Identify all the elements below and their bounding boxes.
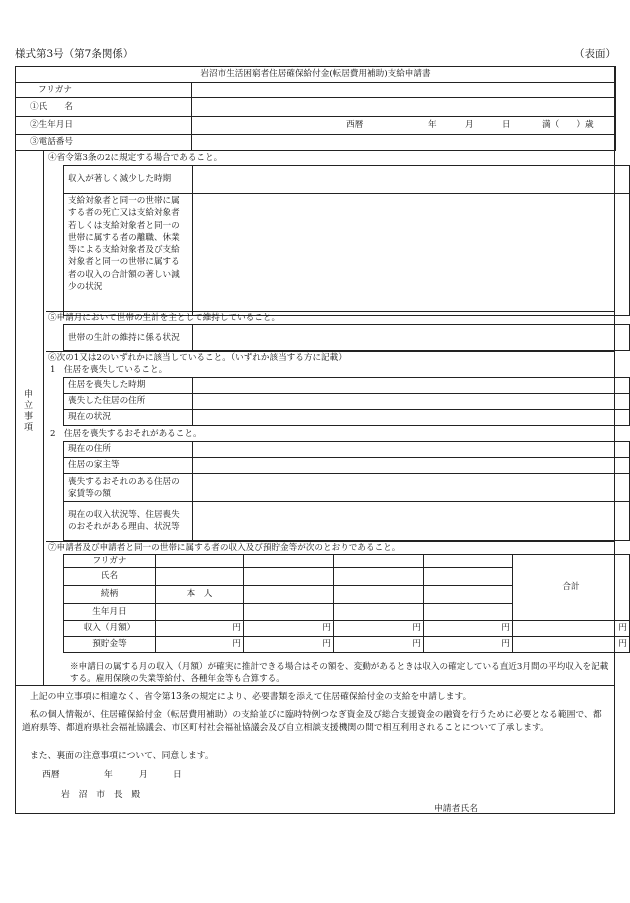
landlord-field[interactable] — [193, 458, 630, 474]
hh-income-3[interactable]: 円 — [334, 621, 424, 637]
income-drop-reason-field[interactable] — [193, 194, 630, 316]
income-note: ※申請日の属する月の収入（月額）が確実に推計できる場合はその額を、変動があるときは収入の確定している直近3月間の平均収入を記載する。雇用保険の失業等給付、各種年金等も合算する。 — [70, 662, 609, 684]
hh-income-2[interactable]: 円 — [244, 621, 334, 637]
hh-name-1[interactable] — [156, 568, 244, 586]
hh-savings-3[interactable]: 円 — [334, 637, 424, 653]
current-address-label: 現在の住所 — [64, 442, 193, 458]
income-drop-reason-label: 支給対象者と同一の世帯に属する者の死亡又は支給対象者若しくは支給対象者と同一の世帯に属する者の離職、休業等による支給対象者及び支給対象者と同一の世帯に属する者の収入の合計額の著しい減少の状況 — [64, 194, 193, 316]
section6-title: ⑥次の1又は2のいずれかに該当していること。（いずれか該当する方に記載） — [48, 353, 347, 363]
form-number: 様式第3号（第7条関係） — [15, 48, 134, 60]
income-drop-time-field[interactable] — [193, 166, 630, 194]
current-address-field[interactable] — [193, 442, 630, 458]
current-status-field[interactable] — [193, 410, 630, 426]
section5-table — [63, 324, 630, 351]
hh-relation-label: 続柄 — [64, 586, 156, 604]
birth-year-unit: 年 — [428, 120, 437, 130]
section6-option2-table — [63, 441, 630, 541]
hh-savings-4[interactable]: 円 — [424, 637, 513, 653]
date-month-unit: 月 — [139, 770, 148, 780]
declaration-text: 上記の申立事項に相違なく、省令第13条の規定により、必要書類を添えて住居確保給付金の支給を申請します。 — [30, 692, 472, 702]
hh-relation-4[interactable] — [424, 586, 513, 604]
addressee-mayor: 岩 沼 市 長 殿 — [61, 790, 141, 800]
section6-option1-table — [63, 377, 630, 426]
hh-income-1[interactable]: 円 — [156, 621, 244, 637]
divider-6-7 — [46, 541, 614, 542]
hh-furigana-3[interactable] — [334, 555, 424, 568]
hh-relation-self: 本 人 — [156, 586, 244, 604]
hh-name-4[interactable] — [424, 568, 513, 586]
housing-lost-time-field[interactable] — [193, 378, 630, 394]
name-label: ①氏 名 — [16, 98, 192, 117]
hh-furigana-4[interactable] — [424, 555, 513, 568]
phone-field[interactable] — [192, 135, 616, 151]
hh-income-4[interactable]: 円 — [424, 621, 513, 637]
hh-savings-1[interactable]: 円 — [156, 637, 244, 653]
rent-amount-field[interactable] — [193, 474, 630, 502]
date-day-unit: 日 — [173, 770, 182, 780]
hh-birthdate-label: 生年月日 — [64, 604, 156, 621]
hh-name-2[interactable] — [244, 568, 334, 586]
birth-era: 西暦 — [346, 120, 364, 130]
declaration-label: 申立事項 — [24, 390, 34, 433]
side-label-front: （表面） — [574, 48, 616, 60]
hh-birthdate-1[interactable] — [156, 604, 244, 621]
lost-address-field[interactable] — [193, 394, 630, 410]
basic-info-table — [15, 66, 616, 151]
hh-name-3[interactable] — [334, 568, 424, 586]
privacy-consent-text: 私の個人情報が、住居確保給付金（転居費用補助）の支給並びに臨時特例つなぎ資金及び総合支援資金の融資を行うために必要となる範囲で、都道府県等、都道府県社会福祉協議会、市区町村社会福祉協議会及び自立相談支援機関の間で相互利用されることについて了承します。 — [22, 710, 602, 733]
section7-title: ⑦申請者及び申請者と同一の世帯に属する者の収入及び預貯金等が次のとおりであること。 — [48, 543, 401, 553]
hh-savings-label: 預貯金等 — [64, 637, 156, 653]
income-situation-field[interactable] — [193, 502, 630, 541]
furigana-label: フリガナ — [16, 83, 192, 98]
rent-amount-label: 喪失するおそれのある住居の家賃等の額 — [64, 474, 193, 502]
birthdate-field[interactable] — [192, 117, 616, 135]
hh-furigana-2[interactable] — [244, 555, 334, 568]
hh-income-total[interactable]: 円 — [513, 621, 630, 637]
form-title: 岩沼市生活困窮者住居確保給付金(転居費用補助)支給申請書 — [16, 67, 616, 83]
lost-address-label: 喪失した住居の住所 — [64, 394, 193, 410]
applicant-name-label: 申請者氏名 — [434, 804, 478, 814]
income-drop-time-label: 収入が著しく減少した時期 — [64, 166, 193, 194]
hh-income-label: 収入（月額） — [64, 621, 156, 637]
birthdate-label: ②生年月日 — [16, 117, 192, 135]
housing-lost-time-label: 住居を喪失した時期 — [64, 378, 193, 394]
hh-furigana-1[interactable] — [156, 555, 244, 568]
income-situation-label: 現在の収入状況等、住居喪失のおそれがある理由、状況等 — [64, 502, 193, 541]
landlord-label: 住居の家主等 — [64, 458, 193, 474]
hh-relation-3[interactable] — [334, 586, 424, 604]
declaration-bottom-line — [16, 685, 614, 686]
hh-savings-total[interactable]: 円 — [513, 637, 630, 653]
current-status-label: 現在の状況 — [64, 410, 193, 426]
age-field: 満（ ）歳 — [542, 120, 594, 130]
section6-option2: 2 住居を喪失するおそれがあること。 — [50, 429, 202, 439]
birth-month-unit: 月 — [465, 120, 474, 130]
furigana-field[interactable] — [192, 83, 616, 98]
name-field[interactable] — [192, 98, 616, 117]
phone-label: ③電話番号 — [16, 135, 192, 151]
section4-title: ④省令第3条の2に規定する場合であること。 — [48, 153, 223, 163]
section4-table — [63, 165, 630, 316]
hh-birthdate-4[interactable] — [424, 604, 513, 621]
notice-consent-text: また、裏面の注意事項について、同意します。 — [30, 751, 214, 761]
application-form — [15, 66, 627, 814]
date-year-unit: 年 — [104, 770, 113, 780]
date-era: 西暦 — [42, 770, 60, 780]
hh-birthdate-2[interactable] — [244, 604, 334, 621]
hh-savings-2[interactable]: 円 — [244, 637, 334, 653]
household-support-field[interactable] — [193, 325, 630, 351]
household-support-label: 世帯の生計の維持に係る状況 — [64, 325, 193, 351]
section6-option1: 1 住居を喪失していること。 — [50, 365, 168, 375]
hh-furigana-label: フリガナ — [64, 555, 156, 568]
hh-birthdate-3[interactable] — [334, 604, 424, 621]
hh-name-label: 氏名 — [64, 568, 156, 586]
divider-5-6 — [46, 351, 614, 352]
hh-relation-2[interactable] — [244, 586, 334, 604]
divider-4-5 — [46, 311, 614, 312]
birth-day-unit: 日 — [502, 120, 511, 130]
section5-title: ⑤申請月において世帯の生計を主として維持していること。 — [48, 313, 281, 323]
total-label: 合計 — [513, 555, 630, 621]
household-income-table — [63, 554, 630, 653]
